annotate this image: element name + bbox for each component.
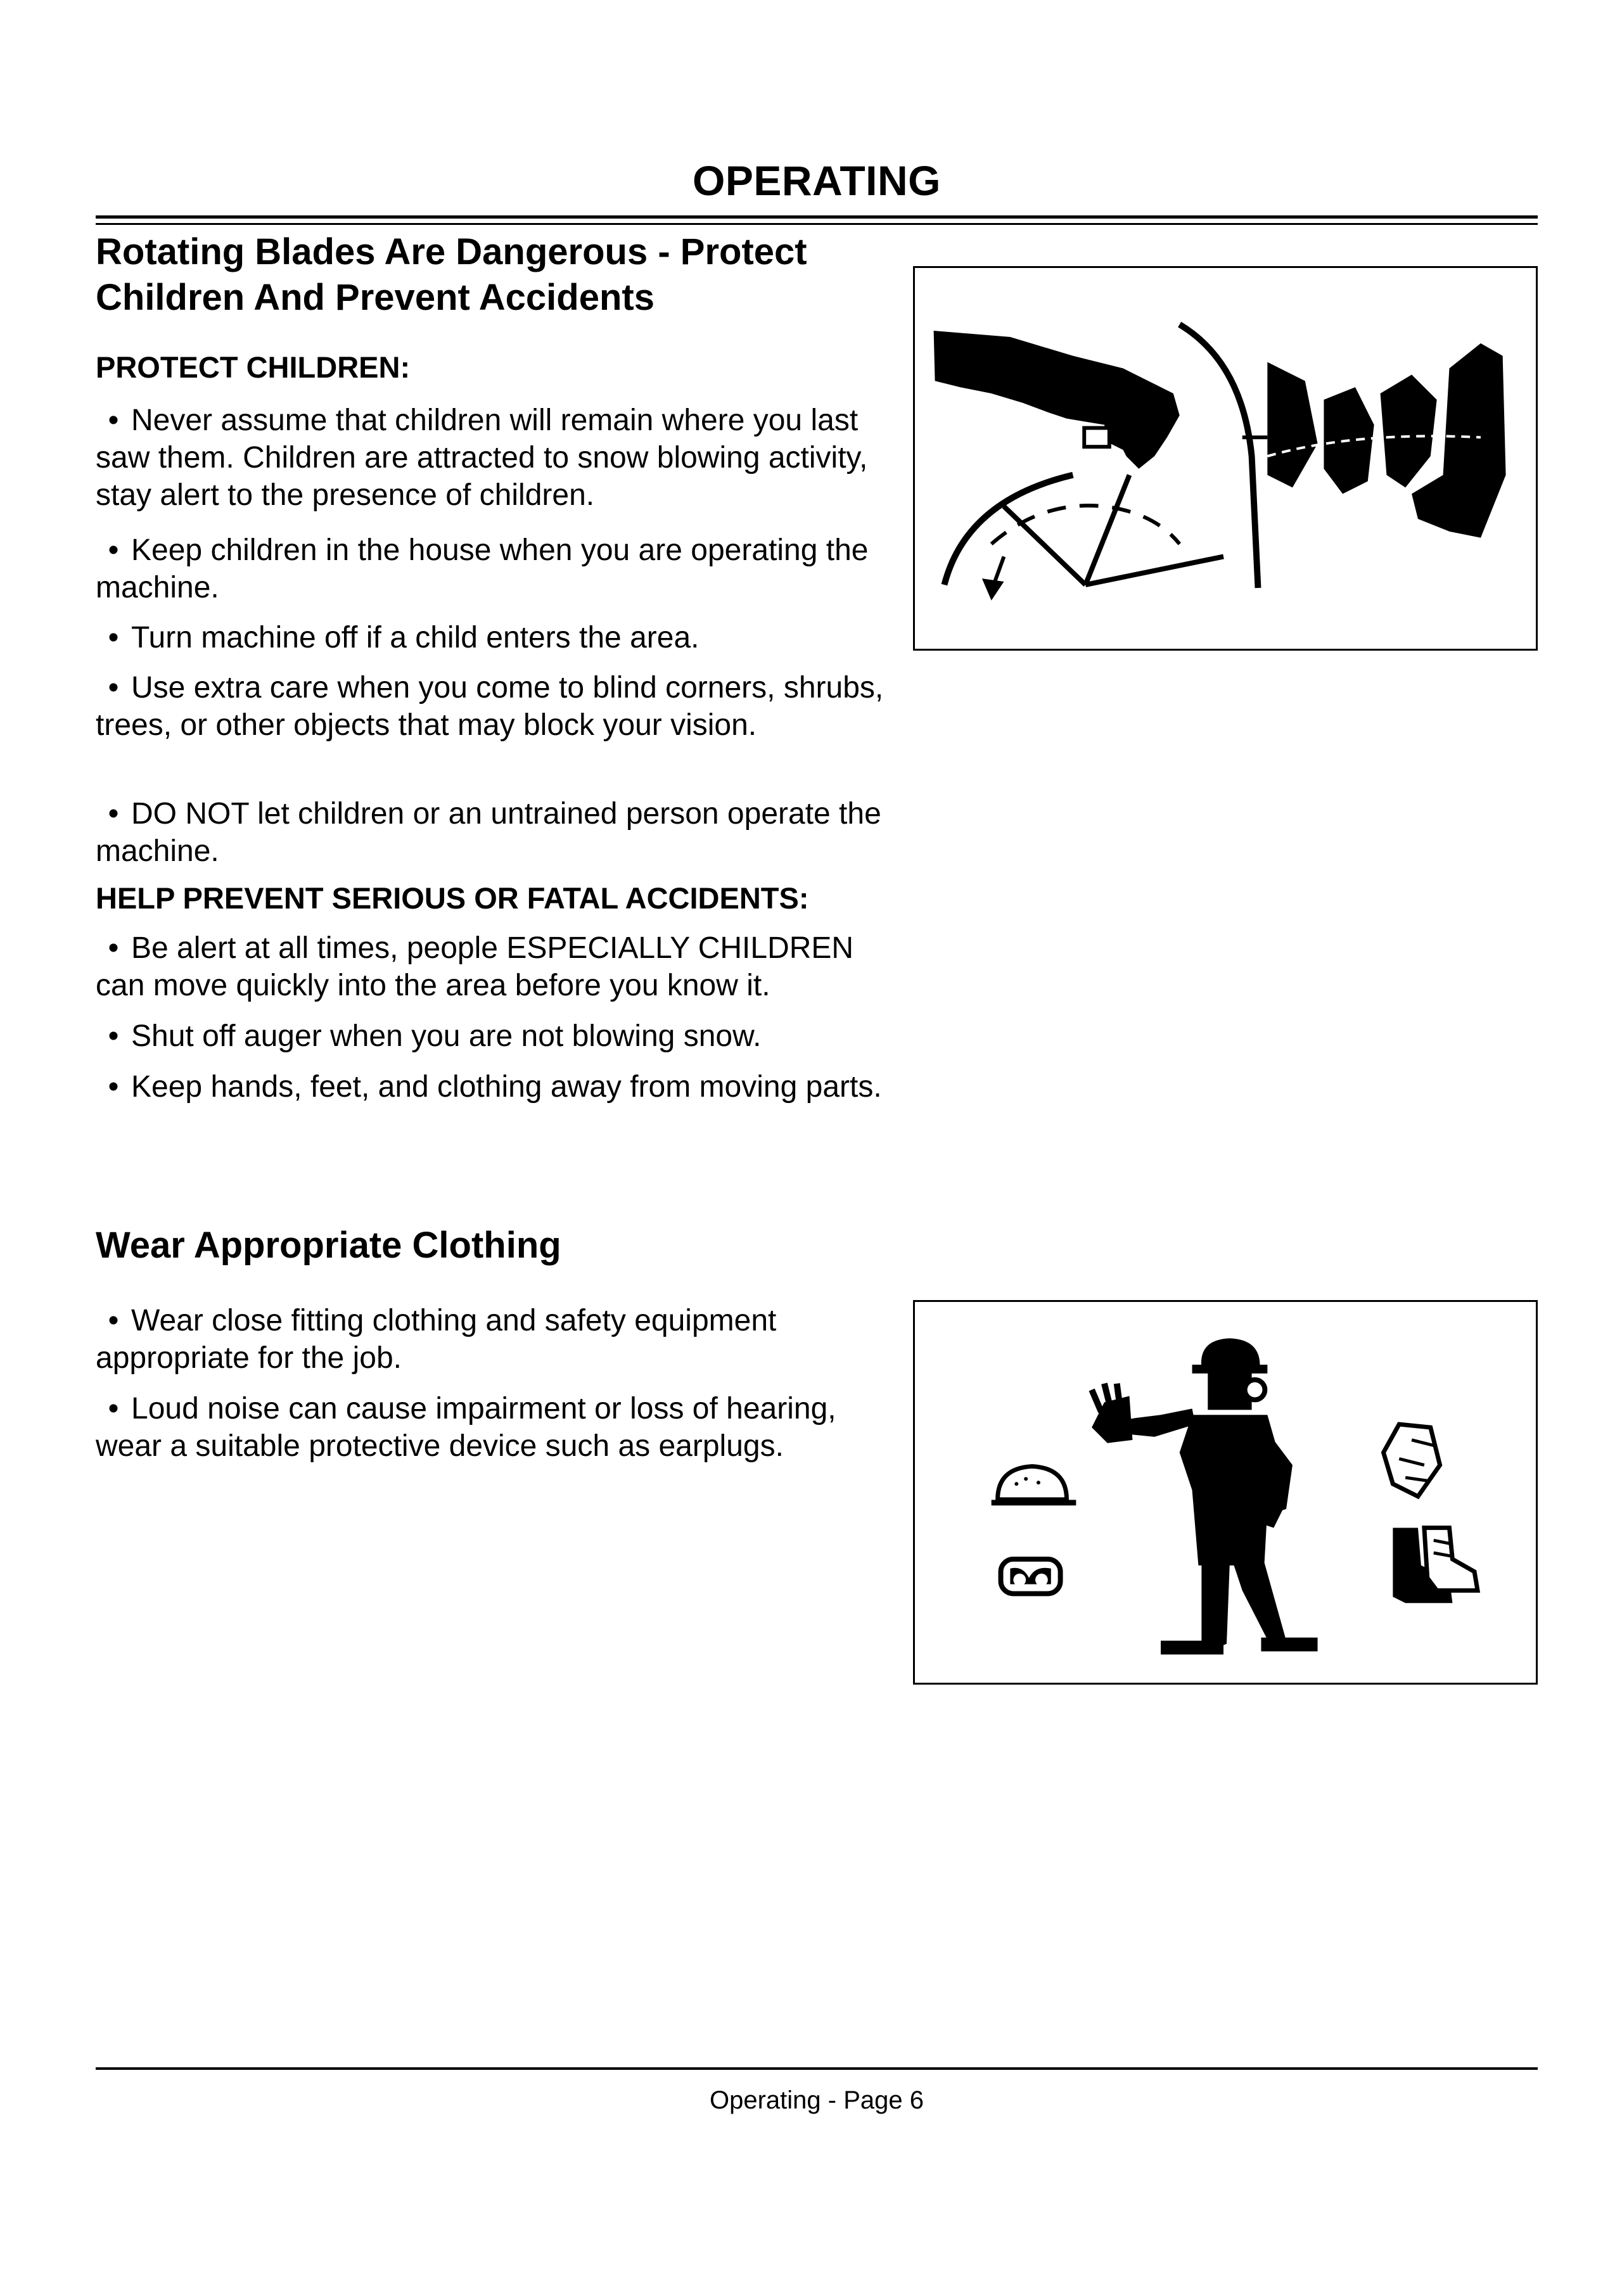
- subheading-protect-children: PROTECT CHILDREN:: [96, 350, 411, 384]
- hard-hat-icon: [992, 1466, 1076, 1502]
- list-item: • Loud noise can cause impairment or loss of hearing, wear a suitable protective device such as earplugs.: [96, 1390, 888, 1465]
- safety-boots-icon: [1393, 1527, 1478, 1603]
- work-gloves-icon: [1384, 1424, 1440, 1496]
- bullet-wrap-7: [96, 1017, 888, 1055]
- bullet-icon: •: [108, 1070, 119, 1104]
- bullet-icon: •: [108, 671, 119, 705]
- list-item: • Turn machine off if a child enters the area.: [96, 619, 888, 656]
- help-prevent-block: [96, 879, 888, 917]
- bullet-icon: •: [108, 533, 119, 567]
- bullet-wrap-6: [96, 929, 888, 1004]
- section-title-line2: Children And Prevent Accidents: [96, 277, 655, 318]
- bullet-wrap-2: [96, 532, 888, 606]
- safety-goggles-icon: [1001, 1559, 1061, 1593]
- list-item: • Wear close fitting clothing and safety equipment appropriate for the job.: [96, 1302, 888, 1377]
- list-item: • Keep children in the house when you are operating the machine.: [96, 532, 888, 606]
- protective-clothing-worker-icon: [915, 1302, 1536, 1683]
- bullet-icon: •: [108, 797, 119, 831]
- bullet-wrap-3: [96, 619, 888, 656]
- bullet-icon: •: [108, 1019, 119, 1053]
- list-item: • Keep hands, feet, and clothing away from moving parts.: [96, 1068, 888, 1106]
- header-rule: [96, 215, 1538, 219]
- page-title: OPERATING: [693, 157, 941, 204]
- list-item: • Be alert at all times, people ESPECIALLY CHILDREN can move quickly into the area before you know it.: [96, 929, 888, 1004]
- section-title-line1: Rotating Blades Are Dangerous - Protect: [96, 231, 807, 272]
- bullet-icon: •: [108, 931, 119, 965]
- bullet-wrap-8: [96, 1068, 888, 1106]
- rotating-blade-hand-hazard-icon: [915, 268, 1536, 649]
- bullet-icon: •: [108, 1392, 119, 1425]
- list-item: • DO NOT let children or an untrained person operate the machine.: [96, 795, 888, 870]
- figure-rotating-blades: [913, 266, 1538, 651]
- section-rotating-blades: [96, 229, 888, 321]
- protect-children-block: [96, 348, 888, 386]
- bullet-list-protect-children: [96, 402, 888, 514]
- section-appropriate-clothing: [96, 1223, 888, 1268]
- page-footer: Operating - Page 6: [710, 2086, 924, 2114]
- subheading-help-prevent: HELP PREVENT SERIOUS OR FATAL ACCIDENTS:: [96, 881, 809, 915]
- list-item: • Never assume that children will remain where you last saw them. Children are attracted to snow blowing activity, stay alert to the presence of children.: [96, 402, 888, 514]
- list-item: • Use extra care when you come to blind corners, shrubs, trees, or other objects that may block your vision.: [96, 669, 888, 744]
- bullet-wrap-9: [96, 1302, 888, 1377]
- figure-protective-clothing: [913, 1300, 1538, 1685]
- bullet-wrap-10: [96, 1390, 888, 1465]
- list-item: • Shut off auger when you are not blowing snow.: [96, 1017, 888, 1055]
- bullet-icon: •: [108, 404, 119, 437]
- bullet-wrap-5: [96, 795, 888, 870]
- footer-rule: [96, 2067, 1538, 2070]
- header-rule-thin: [96, 223, 1538, 225]
- worker-figure-icon: [1092, 1338, 1317, 1654]
- bullet-icon: •: [108, 1304, 119, 1337]
- section-title-clothing: Wear Appropriate Clothing: [96, 1225, 561, 1266]
- bullet-icon: •: [108, 621, 119, 654]
- bullet-wrap-4: [96, 669, 888, 744]
